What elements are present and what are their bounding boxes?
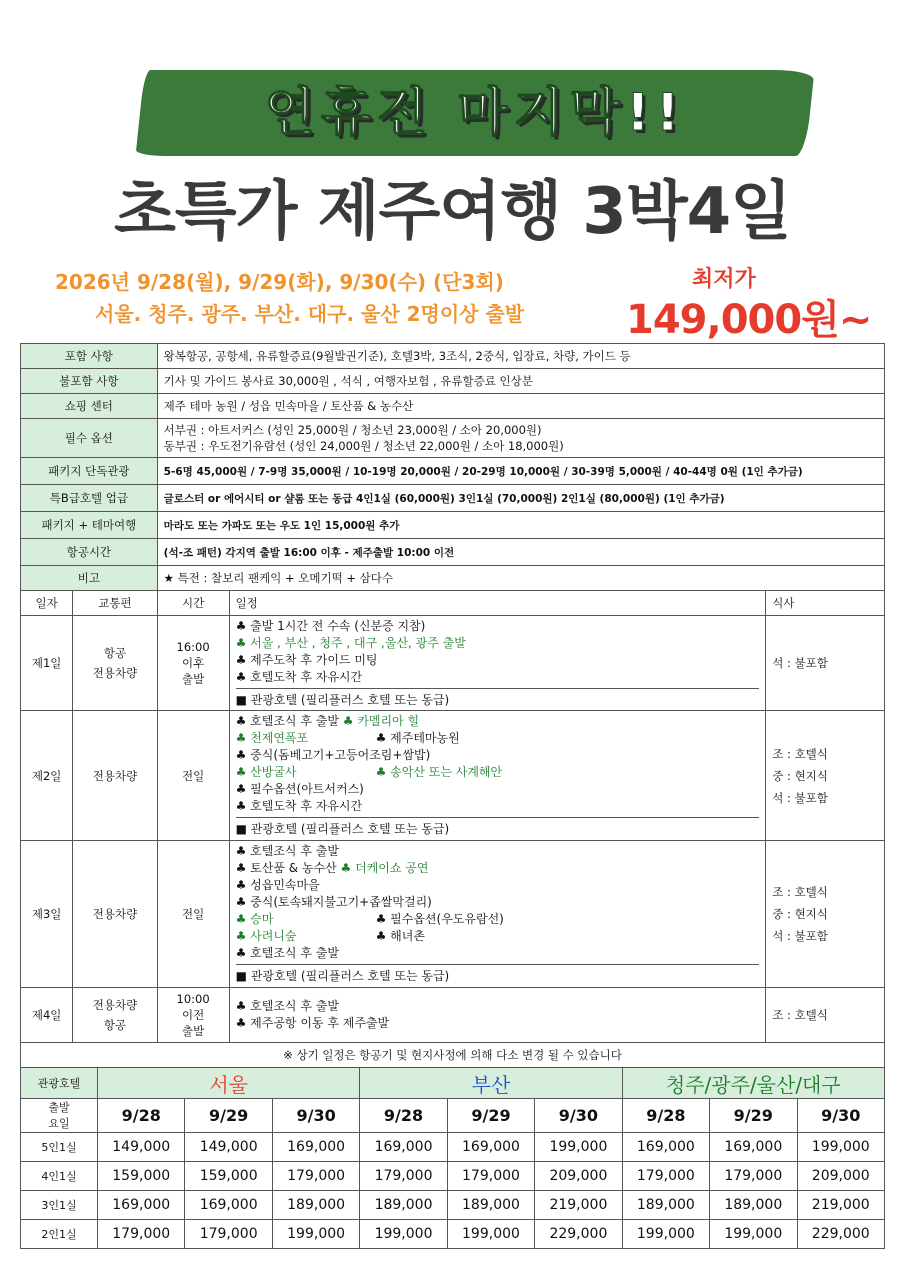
day-time [157,988,229,1043]
day-label: 제2일 [21,711,73,841]
price-cell: 179,000 [360,1162,447,1191]
plan-item: ♣ 호텔도착 후 자유시간 [235,669,363,684]
date-header [21,1099,98,1133]
day-transport [73,616,157,711]
price-corner: 관광호텔 [21,1068,98,1099]
info-row [21,419,885,458]
info-text: 왕복항공, 공항세, 유류할증료(9월발권기준), 호텔3박, 3조식, 2중식, 입장료, 차량, 가이드 등 [157,344,884,369]
date-cell: 9/29 [710,1099,797,1133]
plan-item: ♣ 중식(토속돼지불고기+좁쌀막걸리) [235,895,432,909]
page-title: 초특가 제주여행 3박4일 [113,175,792,249]
col-plan: 일정 [229,591,766,616]
banner-tagline: 연휴전 마지막!! [264,83,686,143]
price-cell: 199,000 [797,1133,885,1162]
time-line: 이전 [182,1008,205,1022]
day-transport: 전용차량 [73,841,157,988]
plan-item [236,911,760,928]
info-text: 5-6명 45,000원 / 7-9명 35,000원 / 10-19명 20,000원 / 20-29명 10,000원 / 30-39명 5,000원 / 40-44명 0원 (1인 추가금) [157,458,884,485]
info-row [21,539,885,566]
plan-text: ♣ 더케이쇼 공연 [340,861,429,875]
room-type: 5인1실 [21,1133,98,1162]
transport-line: 항공 [103,1018,127,1032]
info-label: 포함 사항 [21,344,158,369]
plan-item: ♣ 서울 , 부산 , 청주 , 대구 ,울산, 광주 출발 [235,635,466,650]
meal-line: 석 : 불포함 [772,656,828,670]
price-rows [21,1133,885,1249]
transport-line: 항공 [103,646,127,660]
info-label: 필수 옵션 [21,419,158,458]
date-cell: 9/28 [360,1099,447,1133]
price-cell: 179,000 [710,1162,797,1191]
info-row [21,485,885,512]
price-cell: 219,000 [535,1191,622,1220]
lowest-price-label: 최저가 [692,267,756,292]
day-time [157,616,229,711]
price-cell: 209,000 [797,1162,885,1191]
day-meal [766,988,885,1043]
departure-cities: 서울. 청주. 광주. 부산. 대구. 울산 2명이상 출발 [95,302,525,326]
time-line: 10:00 [176,992,210,1006]
price-cell: 169,000 [185,1191,272,1220]
time-line: 출발 [182,672,205,686]
day-meal [766,616,885,711]
schedule-day-3 [21,841,885,988]
day-meal [766,841,885,988]
day-plan [229,841,766,988]
plan-item [236,928,760,945]
day-time: 전일 [157,711,229,841]
price-row [21,1133,885,1162]
room-type: 3인1실 [21,1191,98,1220]
price-cell: 199,000 [710,1220,797,1249]
price-cell: 199,000 [447,1220,534,1249]
info-row [21,344,885,369]
price-cell: 149,000 [98,1133,185,1162]
date-cell: 9/30 [272,1099,359,1133]
top-banner [140,70,810,156]
day-time: 전일 [157,841,229,988]
info-text: 기사 및 가이드 봉사료 30,000원 , 석식 , 여행자보험 , 유류할증료 인상분 [157,369,884,394]
time-line: 출발 [182,1024,205,1038]
price-date-row [21,1099,885,1133]
plan-item: ♣ 호텔조식 후 출발 [235,946,339,960]
info-row [21,394,885,419]
price-cell: 209,000 [535,1162,622,1191]
info-text: 제주 테마 농원 / 성읍 민속마을 / 토산품 & 농수산 [157,394,884,419]
info-text: (석-조 패턴) 각지역 출발 16:00 이후 - 제주출발 10:00 이전 [157,539,884,566]
price-table [20,1067,885,1249]
price-cell: 179,000 [622,1162,709,1191]
plan-text: ♣ 호텔조식 후 출발 [235,714,343,728]
room-type: 4인1실 [21,1162,98,1191]
meal-line: 조 : 호텔식 [772,746,828,761]
col-time: 시간 [157,591,229,616]
meal-line: 석 : 불포함 [772,929,828,943]
price-cell: 179,000 [447,1162,534,1191]
price-cell: 169,000 [622,1133,709,1162]
price-cell: 159,000 [185,1162,272,1191]
price-row [21,1191,885,1220]
day-label: 제3일 [21,841,73,988]
info-text [157,419,884,458]
date-cell: 9/29 [447,1099,534,1133]
day-transport: 전용차량 [73,711,157,841]
info-label: 쇼핑 센터 [21,394,158,419]
day-meal [766,711,885,841]
meal-line: 석 : 불포함 [772,790,828,805]
price-cell: 169,000 [710,1133,797,1162]
day-plan [229,988,766,1043]
price-cell: 229,000 [535,1220,622,1249]
info-label: 비고 [21,566,158,591]
price-cell: 169,000 [447,1133,534,1162]
price-cell: 219,000 [797,1191,885,1220]
plan-item: ♣ 중식(돔베고기+고등어조림+쌈밥) [235,748,431,762]
room-type: 2인1실 [21,1220,98,1249]
date-cell: 9/29 [185,1099,272,1133]
price-cell: 169,000 [272,1133,359,1162]
price-cell: 189,000 [272,1191,359,1220]
col-transport: 교통편 [73,591,157,616]
info-text: 글로스터 or 에어시티 or 샬롬 또는 동급 4인1실 (60,000원) 3인1실 (70,000원) 2인1실 (80,000원) (1인 추가금) [157,485,884,512]
price-cell: 199,000 [272,1220,359,1249]
plan-item [236,764,760,781]
date-cell: 9/30 [535,1099,622,1133]
date-header-label: 요일 [48,1116,70,1130]
plan-item: ♣ 호텔도착 후 자유시간 [235,799,363,813]
price-city-row [21,1068,885,1099]
plan-item: ♣ 필수옵션(아트서커스) [235,782,364,796]
date-header-label: 출발 [48,1100,70,1114]
plan-text: ♣ 사려니숲 [235,929,297,943]
date-cell: 9/28 [622,1099,709,1133]
day-transport [73,988,157,1043]
info-row [21,458,885,485]
time-line: 16:00 [176,640,210,654]
plan-item: ♣ 성읍민속마을 [235,878,320,892]
price-cell: 179,000 [272,1162,359,1191]
lowest-price-value: 149,000원~ [626,297,872,343]
price-cell: 179,000 [185,1220,272,1249]
schedule-day-2 [21,711,885,841]
plan-text: ♣ 토산품 & 농수산 [235,861,341,875]
plan-item: ♣ 제주도착 후 가이드 미팅 [235,652,378,667]
price-cell: 199,000 [360,1220,447,1249]
city-seoul: 서울 [98,1068,360,1099]
info-label: 특B급호텔 업급 [21,485,158,512]
transport-line: 전용차량 [92,998,138,1012]
plan-item: ♣ 호텔조식 후 출발 [235,844,339,858]
price-cell: 189,000 [447,1191,534,1220]
info-row [21,512,885,539]
hotel-info: ■ 관광호텔 (필리플러스 호텔 또는 동급) [236,688,760,709]
info-label: 패키지 단독관광 [21,458,158,485]
city-busan: 부산 [360,1068,622,1099]
price-cell: 229,000 [797,1220,885,1249]
time-line: 이후 [182,656,205,670]
plan-text: ♣ 송악산 또는 사계해안 [375,765,503,779]
price-row [21,1220,885,1249]
plan-item [236,713,760,730]
hotel-info: ■ 관광호텔 (필리플러스 호텔 또는 동급) [236,964,760,985]
col-day: 일자 [21,591,73,616]
date-cell: 9/28 [98,1099,185,1133]
plan-text: ♣ 천제연폭포 [235,731,309,745]
price-cell: 189,000 [622,1191,709,1220]
info-label: 불포함 사항 [21,369,158,394]
plan-text: ♣ 산방굴사 [235,765,297,779]
day-label: 제4일 [21,988,73,1043]
info-row [21,369,885,394]
plan-item: ♣ 호텔조식 후 출발 [235,999,339,1013]
price-cell: 169,000 [360,1133,447,1162]
meal-line: 조 : 호텔식 [772,885,828,899]
meal-line: 조 : 호텔식 [772,1008,828,1022]
schedule-day-4 [21,988,885,1043]
tour-info-table [20,343,885,1068]
meal-line: 중 : 현지식 [772,768,828,783]
price-cell: 189,000 [710,1191,797,1220]
hotel-info: ■ 관광호텔 (필리플러스 호텔 또는 동급) [236,817,760,838]
departure-dates: 2026년 9/28(월), 9/29(화), 9/30(수) (단3회) [55,270,504,294]
price-cell: 169,000 [98,1191,185,1220]
price-cell: 149,000 [185,1133,272,1162]
day-label: 제1일 [21,616,73,711]
price-cell: 199,000 [535,1133,622,1162]
plan-text: ♣ 해녀촌 [375,929,425,943]
schedule-day-1 [21,616,885,711]
plan-item: ♣ 제주공항 이동 후 제주출발 [235,1016,390,1030]
schedule-header-row [21,591,885,616]
plan-text: ♣ 필수옵션(우도유람선) [375,912,504,926]
info-label: 패키지 + 테마여행 [21,512,158,539]
plan-item [236,860,760,877]
plan-item: ♣ 출발 1시간 전 수속 (신분증 지참) [235,618,426,633]
info-label: 항공시간 [21,539,158,566]
price-cell: 199,000 [622,1220,709,1249]
plan-text: ♣ 제주테마농원 [375,731,460,745]
schedule-note: ※ 상기 일정은 항공기 및 현지사정에 의해 다소 변경 될 수 있습니다 [21,1043,885,1068]
note-row [21,1043,885,1068]
city-others: 청주/광주/울산/대구 [622,1068,884,1099]
price-cell: 179,000 [98,1220,185,1249]
col-meal: 식사 [766,591,885,616]
plan-text: ♣ 승마 [235,912,274,926]
price-cell: 159,000 [98,1162,185,1191]
day-plan [229,616,766,711]
price-cell: 189,000 [360,1191,447,1220]
plan-item [236,730,760,747]
price-row [21,1162,885,1191]
option-east: 동부권 : 우도전기유람선 (성인 24,000원 / 청소년 22,000원 / 소아 18,000원) [163,439,564,453]
info-text: 마라도 또는 가파도 또는 우도 1인 15,000원 추가 [157,512,884,539]
date-cell: 9/30 [797,1099,885,1133]
info-row [21,566,885,591]
meal-line: 중 : 현지식 [772,907,828,921]
info-text: ★ 특전 : 찰보리 팬케익 + 오메기떡 + 삼다수 [157,566,884,591]
day-plan [229,711,766,841]
transport-line: 전용차량 [92,666,138,680]
plan-text: ♣ 카멜리아 힐 [342,714,420,728]
option-west: 서부권 : 아트서커스 (성인 25,000원 / 청소년 23,000원 / 소아 20,000원) [163,423,542,437]
